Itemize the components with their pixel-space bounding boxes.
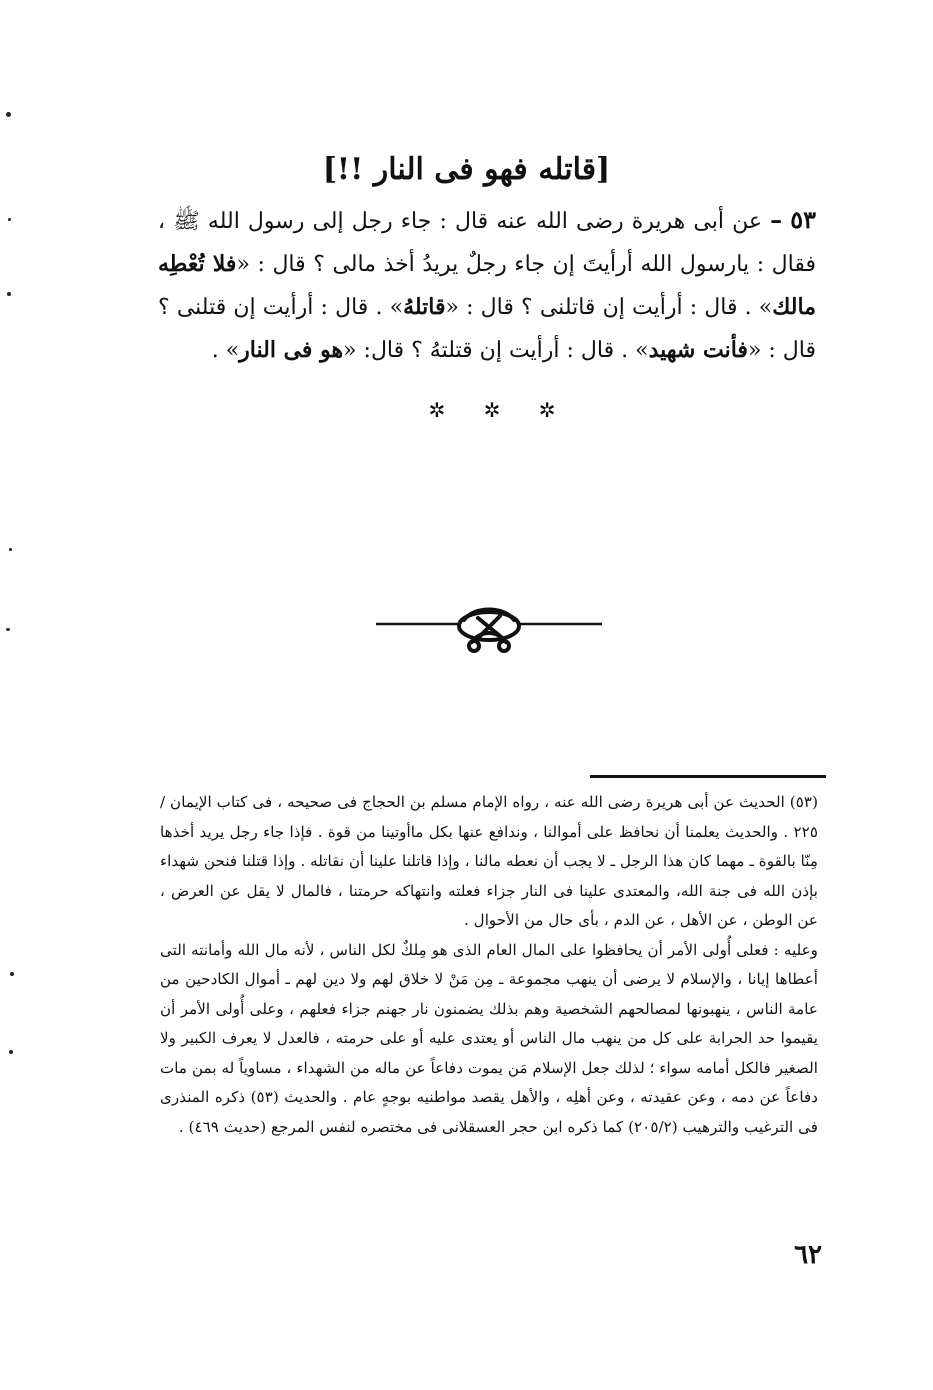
hadith-text — [158, 198, 816, 372]
hadith-segment: عن أبى هريرة رضى الله عنه قال : جاء رجل إلى رسول الله ﷺ ، فقال : يارسول الله أرأيتَ إن جاء رجلٌ يريدُ أخذ مالى ؟ قال : « — [158, 209, 816, 277]
hadith-number: ٥٣ — [790, 205, 816, 234]
hadith-dash: – — [770, 205, 783, 234]
scan-speck — [10, 972, 14, 976]
separator-stars: ✲ ✲ ✲ — [428, 398, 572, 422]
footnote-paragraph: وعليه : فعلى أُولى الأمر أن يحافظوا على المال العام الذى هو مِلكٌ لكل الناس ، لأنه مال الله وأمانته التى أعطاها إيانا ، والإسلام لا يرضى أن ينهب مجموعة ـ مِن مَنْ لا خلاق لهم ولا دين لهم ـ أموال الكادحين من عامة الناس ، ينهبونها لمصالحهم الشخصية وهم بذلك يضمنون نار جهنم جزاء فعلهم ، وعلى أُولى الأمر أن يقيموا حد الحرابة على كل من ينهب مال الناس أو يعتدى عليه أو على حرمته ، فالعدل لا يعرف الكبير ولا الصغير فالكل أمامه سواء ؛ لذلك جعل الإسلام مَن يموت دفاعاً عن ماله من الشهداء ، مساوياً له بمن مات دفاعاً عن دمه ، وعن عقيدته ، وعن أهلِه ، والأهل يقصد مواطنيه بوجهٍ عام . والحديث (٥٣) ذكره المنذرى فى الترغيب والترهيب (٢٠٥/٢) كما ذكره ابن حجر العسقلانى فى مختصره لنفس المرجع (حديث ٤٦٩) . — [160, 940, 818, 1136]
hadith-segment: » . قال : أرأيت إن قتلتهُ ؟ قال: « — [343, 338, 649, 363]
arabesque-divider-icon — [376, 600, 602, 660]
hadith-answer: هو فى النار — [239, 337, 344, 363]
hadith-segment: » . قال : أرأيت إن قتلنى ؟ قال : « — [158, 295, 816, 363]
scan-speck — [6, 628, 10, 631]
page-number: ٦٢ — [794, 1240, 822, 1270]
footnote-divider — [590, 775, 826, 778]
footnotes — [160, 788, 818, 1142]
hadith-answer: قاتلهُ — [403, 294, 446, 320]
hadith-answer: فأنت شهيد — [648, 337, 748, 363]
hadith-segment: » . — [211, 338, 240, 363]
scan-speck — [7, 292, 11, 296]
scan-speck — [6, 112, 11, 117]
scan-speck — [9, 548, 12, 551]
scan-speck — [9, 1050, 13, 1054]
section-title: [قاتله فهو فى النار !!] — [322, 152, 611, 187]
scan-speck — [8, 218, 11, 221]
hadith-answer: فلا تُعْطِه مالك — [158, 251, 816, 320]
footnote-paragraph: (٥٣) الحديث عن أبى هريرة رضى الله عنه ، رواه الإمام مسلم بن الحجاج فى صحيحه ، فى كتاب الإيمان /٢٢٥ . والحديث يعلمنا أن نحافظ على أموالنا ، وندافع عنها بكل ماأوتينا من قوة . فإذا جاء رجل يريد أخذها مِنّا بالقوة ـ مهما كان هذا الرجل ـ لا يجب أن نعطه مالنا ، وإذا قاتلنا علينا أن نقاتله . وإذا قتلنا فنحن شهداء بإذن الله فى جنة الله، والمعتدى علينا فى النار جزاء فعلته وانتهاكه حرمتنا ، فالمال لا يقل عن العرض ، عن الوطن ، عن الأهل ، عن الدم ، بأى حال من الأحوال . — [160, 793, 818, 929]
hadith-segment: » . قال : أرأيت إن قاتلنى ؟ قال : « — [445, 295, 773, 320]
